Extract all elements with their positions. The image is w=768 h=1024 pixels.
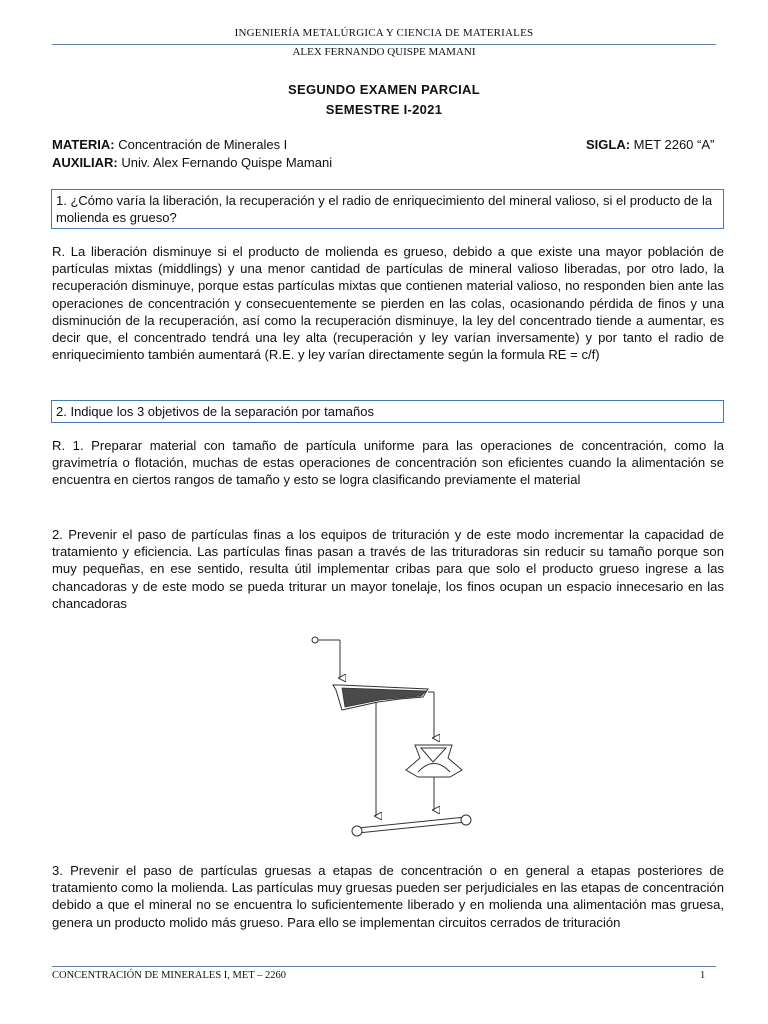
auxiliar-value: Univ. Alex Fernando Quispe Mamani [117, 155, 333, 170]
answer-2-objective-3: 3. Prevenir el paso de partículas gruesas a etapas de concentración o en general a etapas posteriores de tratamiento como la molienda. Las partículas muy gruesas pueden ser perjudiciales en las etapas de concentración debido a que el mineral no se encuentra lo suficientemente liberado y en molienda una alimentación mas gruesa, genera un producto molido más grueso. Para ello se implementan circuitos cerrados de trituración [52, 863, 724, 930]
header-institution: INGENIERÍA METALÚRGICA Y CIENCIA DE MATERIALES [234, 27, 534, 39]
exam-semester: SEMESTRE I-2021 [325, 102, 443, 117]
answer-2-objective-1: R. 1. Preparar material con tamaño de partícula uniforme para las operaciones de concentración, como la gravimetría o flotación, muchas de estas operaciones de concentración son eficientes cuando la alimentación se encuentra en ciertos rangos de tamaño y esto se logra clasificando previamente el material [52, 438, 724, 488]
footer-divider [52, 966, 716, 967]
exam-title: SEGUNDO EXAMEN PARCIAL [288, 82, 480, 97]
materia-row [52, 137, 287, 152]
footer-course: CONCENTRACIÓN DE MINERALES I, MET – 2260 [52, 970, 287, 981]
auxiliar-row [52, 155, 332, 170]
crusher-icon [406, 745, 462, 777]
header-divider [52, 44, 716, 45]
feed-point-icon [312, 637, 318, 643]
page-number: 1 [700, 970, 706, 981]
answer-2-objective-2: 2. Prevenir el paso de partículas finas a los equipos de trituración y de este modo incrementar la capacidad de tratamiento y eficiencia. Las partículas finas pasan a través de las trituradoras sin reducir su tamaño porque son muy pequeñas, en ese sentido, resulta útil implementar cribas para que solo el producto grueso ingrese a las chancadoras y de este modo se pueda triturar un mayor tonelaje, los finos ocupan un espacio innecesario en las chancadoras [52, 527, 724, 611]
conveyor-belt-icon [352, 815, 471, 836]
auxiliar-label: AUXILIAR: [52, 155, 118, 170]
question-2-box: 2. Indique los 3 objetivos de la separación por tamaños [51, 400, 724, 423]
sigla-value: MET 2260 “A” [630, 137, 715, 152]
materia-label: MATERIA: [52, 137, 115, 152]
answer-1: R. La liberación disminuye si el producto de molienda es grueso, debido a que existe una mayor población de partículas mixtas (middlings) y una menor cantidad de partículas de mineral valioso liberadas, por otro lado, la recuperación disminuye, porque estas partículas mixtas que contienen material valioso, no responden bien ante las operaciones de concentración y consecuentemente se pierden en las colas, ocasionando pérdida de finos y una disminución de la recuperación, así como la recuperación disminuye, la ley del concentrado tiende a aumentar, es decir que, el concentrado tendrá una ley alta (recuperación y ley varían inversamente) y por tanto el radio de enriquecimiento también aumentará (R.E. y ley varían directamente según la formula RE = c/f) [52, 244, 724, 363]
sigla-label: SIGLA: [586, 137, 631, 152]
header-author: ALEX FERNANDO QUISPE MAMANI [292, 46, 476, 58]
question-1-box: 1. ¿Cómo varía la liberación, la recuperación y el radio de enriquecimiento del mineral valioso, si el producto de la molienda es grueso? [51, 189, 724, 229]
sigla-row [586, 137, 714, 152]
screening-crushing-circuit-diagram [300, 630, 490, 842]
materia-value: Concentración de Minerales I [114, 137, 288, 152]
